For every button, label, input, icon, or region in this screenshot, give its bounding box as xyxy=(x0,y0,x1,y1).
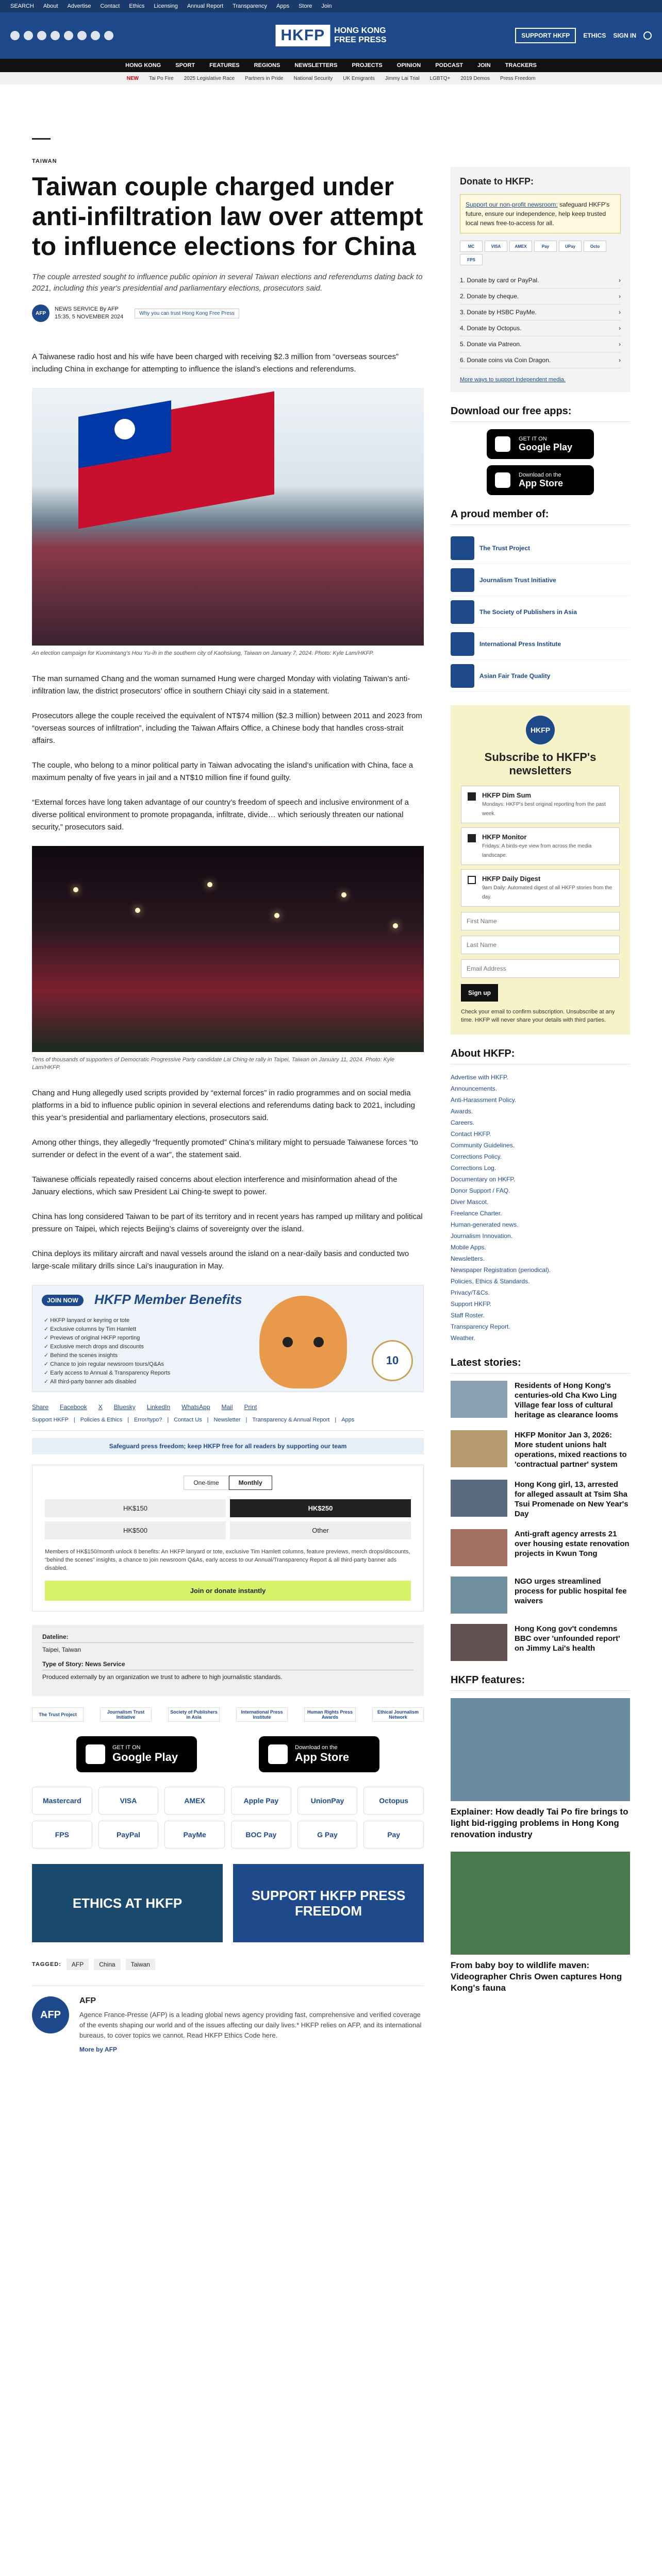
article-paragraph: Prosecutors allege the couple received the equivalent of NT$74 million ($2.3 million) between 2011 and 2023 from “overseas sources of infiltration”, including the Taiwan Affairs Office, a Chinese body that handles cross-strait affairs. xyxy=(32,711,422,745)
headline-rule xyxy=(32,138,51,140)
deer-mascot-icon xyxy=(259,1296,347,1388)
safeguard-strip[interactable]: Safeguard press freedom; keep HKFP free for all readers by supporting our team xyxy=(32,1438,424,1454)
feature-image xyxy=(451,1698,630,1801)
telegram-icon[interactable] xyxy=(104,31,113,40)
link-error[interactable]: Error/typo? xyxy=(134,1417,162,1423)
share-facebook[interactable]: Facebook xyxy=(60,1403,87,1411)
about-link[interactable]: Announcements. xyxy=(451,1085,498,1092)
story-thumbnail xyxy=(451,1480,507,1517)
org-logo-icon xyxy=(451,632,474,656)
story-thumbnail xyxy=(451,1529,507,1566)
sidebar-google-play-button[interactable]: GET IT ON Google Play xyxy=(487,429,594,459)
nav-podcast[interactable]: PODCAST xyxy=(435,62,463,69)
sidebar-about xyxy=(451,1048,630,1344)
chevron-right-icon: › xyxy=(619,293,621,300)
author-box xyxy=(32,1986,424,2053)
partner-logo[interactable]: Ethical Journalism Network xyxy=(372,1707,424,1722)
sidebar xyxy=(451,138,630,2005)
about-link[interactable]: Newsletters. xyxy=(451,1255,485,1262)
about-link[interactable]: Community Guidelines. xyxy=(451,1142,515,1149)
nav-join[interactable]: JOIN xyxy=(477,62,491,69)
author-box-name[interactable]: AFP xyxy=(79,1996,96,2005)
trending-item[interactable]: Jimmy Lai Trial xyxy=(385,75,420,81)
about-link[interactable]: Privacy/T&Cs. xyxy=(451,1289,490,1296)
header-actions xyxy=(515,28,652,43)
google-play-button[interactable]: GET IT ON Google Play xyxy=(76,1736,197,1772)
partner-logo[interactable]: Human Rights Press Awards xyxy=(304,1707,356,1722)
mascot-eye xyxy=(283,1337,293,1347)
app-store-button[interactable]: Download on the App Store xyxy=(259,1736,379,1772)
tags-label: TAGGED: xyxy=(32,1961,61,1968)
link-policies[interactable]: Policies & Ethics xyxy=(80,1417,123,1423)
search-icon[interactable] xyxy=(643,31,652,40)
payment-icon[interactable]: AMEX xyxy=(164,1787,225,1815)
payment-icon[interactable]: UnionPay xyxy=(297,1787,358,1815)
share-bluesky[interactable]: Bluesky xyxy=(113,1403,136,1411)
org-logo-icon xyxy=(451,600,474,624)
payment-icon[interactable]: G Pay xyxy=(297,1821,358,1849)
bluesky-icon[interactable] xyxy=(91,31,100,40)
link-apps[interactable]: Apps xyxy=(341,1417,355,1423)
ten-years-badge: 10 xyxy=(372,1340,413,1381)
photo-caption: Tens of thousands of supporters of Democratic Progressive Party candidate Lai Ching-te rally in Taipei, Taiwan on January 11, 2024. Photo: Kyle Lam/HKFP. xyxy=(32,1057,394,1071)
topbar-link-transparency[interactable]: Transparency xyxy=(233,3,267,9)
topbar-link-apps[interactable]: Apps xyxy=(276,3,290,9)
donate-option[interactable]: 5. Donate via Patreon. › xyxy=(460,336,621,352)
share-whatsapp[interactable]: WhatsApp xyxy=(181,1403,210,1411)
latest-story[interactable]: HKFP Monitor Jan 3, 2026: More student unions halt operations, mixed reactions to 'contractual partner' system xyxy=(451,1430,630,1469)
latest-story[interactable]: Hong Kong girl, 13, arrested for alleged assault at Tsim Sha Tsui Promenade on New Year's Day xyxy=(451,1480,630,1519)
checkbox-checked-icon xyxy=(468,834,476,842)
dateline-value: Taipei, Taiwan xyxy=(42,1646,81,1653)
story-thumbnail xyxy=(451,1577,507,1614)
share-label: Share xyxy=(32,1403,49,1411)
youtube-icon[interactable] xyxy=(51,31,60,40)
sign-in-link[interactable]: SIGN IN xyxy=(613,32,636,39)
nav-projects[interactable]: PROJECTS xyxy=(352,62,383,69)
sidebar-donate xyxy=(451,167,630,392)
tag-item[interactable]: Taiwan xyxy=(126,1959,155,1970)
publish-date: 15:35, 5 NOVEMBER 2024 xyxy=(55,314,124,320)
nav-trackers[interactable]: TRACKERS xyxy=(505,62,537,69)
payment-methods xyxy=(32,1787,424,1849)
trending-item[interactable]: UK Emigrants xyxy=(343,75,375,81)
sidebar-member-of xyxy=(451,509,630,692)
about-link[interactable]: Newspaper Registration (periodical). xyxy=(451,1266,551,1274)
newsletter-signup xyxy=(451,705,630,1035)
about-link[interactable]: Anti-Harassment Policy. xyxy=(451,1096,517,1104)
about-link[interactable]: Contact HKFP. xyxy=(451,1130,491,1138)
about-link[interactable]: Transparency Report. xyxy=(451,1323,510,1330)
latest-story[interactable]: NGO urges streamlined process for public hospital fee waivers xyxy=(451,1577,630,1614)
member-note: Members of HK$150/month unlock 8 benefits: An HKFP lanyard or tote, exclusive Tim Hamlett columns, feature previews, merch drops/discounts, “behind the scenes” insights, a chance to join newsroom Q&As, early access to our Annual/Transparency Report & all third-party banner ads disabled. xyxy=(45,1549,410,1571)
member-org[interactable]: The Society of Publishers in Asia xyxy=(451,596,630,628)
about-link[interactable]: Advertise with HKFP. xyxy=(451,1074,508,1081)
trending-bar xyxy=(0,72,662,84)
donate-option[interactable]: 6. Donate coins via Coin Dragon. › xyxy=(460,352,621,368)
hkfp-badge: HKFP xyxy=(526,716,555,744)
article-paragraph: The man surnamed Chang and the woman surnamed Hung were charged Monday with violating Taiwan’s anti-infiltration law, the district prosecutors’ office in southern Chiayi city said in a statement. xyxy=(32,674,410,696)
article-headline: Taiwan couple charged under anti-infiltration law over attempt to influence elections for China xyxy=(32,172,423,261)
nav-regions[interactable]: REGIONS xyxy=(254,62,280,69)
topbar-link-annual-report[interactable]: Annual Report xyxy=(187,3,224,9)
main-nav xyxy=(0,59,662,72)
feature-image xyxy=(451,1852,630,1955)
stage-lights xyxy=(32,877,424,980)
chevron-right-icon: › xyxy=(619,309,621,316)
about-link[interactable]: Awards. xyxy=(451,1108,473,1115)
trending-item[interactable]: Press Freedom xyxy=(500,75,536,81)
share-x[interactable]: X xyxy=(98,1403,103,1411)
article-kicker[interactable]: TAIWAN xyxy=(32,158,57,164)
topbar-link-join[interactable]: Join xyxy=(321,3,332,9)
about-link[interactable]: Diver Mascot. xyxy=(451,1198,489,1206)
link-transparency[interactable]: Transparency & Annual Report xyxy=(252,1417,330,1423)
threads-icon[interactable] xyxy=(77,31,87,40)
article-paragraph: The couple, who belong to a minor political party in Taiwan advocating the island’s unification with China, face a maximum penalty of five years in jail and a NT$10 million fine if found guilty. xyxy=(32,761,413,782)
mascot-eye xyxy=(313,1337,324,1347)
banner-title: HKFP Member Benefits xyxy=(94,1292,242,1307)
more-by-author-link[interactable]: More by AFP xyxy=(79,2046,117,2053)
utility-bar xyxy=(0,0,662,12)
sidebar-card-icons: MC VISA AMEX Pay UPay Octo FPS xyxy=(460,241,621,265)
chevron-right-icon: › xyxy=(619,341,621,348)
x-icon[interactable] xyxy=(24,31,33,40)
amount-250[interactable]: HK$250 xyxy=(230,1499,411,1517)
nav-features[interactable]: FEATURES xyxy=(209,62,240,69)
apple-icon xyxy=(268,1744,288,1764)
benefits-list: ✓ HKFP lanyard or keyring or tote ✓ Exclusive columns by Tim Hamlett ✓ Previews of original HKFP reporting ✓ Exclusive merch drops and discounts ✓ Behind the scenes insights ✓ Chance to join regular newsroom tours/Q&As ✓ Early access to Annual & Transparency Reports ✓ All third-party banner ads disabled xyxy=(44,1316,170,1386)
google-play-icon xyxy=(86,1744,105,1764)
tag-item[interactable]: AFP xyxy=(67,1959,89,1970)
about-link[interactable]: Support HKFP. xyxy=(451,1300,492,1308)
share-mail[interactable]: Mail xyxy=(221,1403,233,1411)
about-link[interactable]: Corrections Policy. xyxy=(451,1153,502,1160)
topbar-link-ethics[interactable]: Ethics xyxy=(129,3,145,9)
ethics-link[interactable]: ETHICS xyxy=(583,32,606,39)
topbar-link-contact[interactable]: Contact xyxy=(100,3,120,9)
about-link[interactable]: Freelance Charter. xyxy=(451,1210,502,1217)
article-paragraph: Chang and Hung allegedly used scripts provided by “external forces” in radio programmes and on social media platforms in a bid to influence public opinion in several elections and referendums dating back to 2021, including this year’s presidential and parliamentary elections, prosecutors said. xyxy=(32,1089,415,1122)
byline xyxy=(32,304,424,322)
about-link[interactable]: Weather. xyxy=(451,1334,475,1342)
payment-icon[interactable]: BOC Pay xyxy=(231,1821,291,1849)
sidebar-app-store-button[interactable]: Download on the App Store xyxy=(487,465,594,495)
sidebar-apps-title: Download our free apps: xyxy=(451,405,630,422)
story-thumbnail xyxy=(451,1624,507,1661)
sidebar-latest xyxy=(451,1357,630,1661)
flag-sun xyxy=(114,419,135,439)
social-icons xyxy=(10,31,113,40)
chevron-right-icon: › xyxy=(619,325,621,332)
article-photo-campaign xyxy=(32,388,424,646)
org-logo-icon xyxy=(451,536,474,560)
article-paragraph: Taiwanese officials repeatedly raised concerns about election interference and misinformation ahead of the January elections, which saw President Lai Ching-te swept to power. xyxy=(32,1175,398,1196)
last-name-field[interactable] xyxy=(461,936,620,954)
freq-one-time[interactable]: One-time xyxy=(184,1476,228,1490)
about-link[interactable]: Human-generated news. xyxy=(451,1221,519,1228)
sidebar-features-title: HKFP features: xyxy=(451,1674,630,1691)
app-store-badges xyxy=(32,1736,424,1772)
freq-monthly[interactable]: Monthly xyxy=(229,1476,272,1490)
nav-sport[interactable]: SPORT xyxy=(175,62,195,69)
facebook-icon[interactable] xyxy=(10,31,20,40)
newsletter-option[interactable]: HKFP Dim Sum Mondays: HKFP's best original reporting from the past week. xyxy=(461,786,620,823)
about-link[interactable]: Donor Support / FAQ. xyxy=(451,1187,510,1194)
about-link[interactable]: Corrections Log. xyxy=(451,1164,496,1172)
google-play-icon xyxy=(495,436,510,452)
article-paragraph: “External forces have long taken advantage of our country’s freedom of speech and inclusive environment of a diverse political environment to promote propaganda, infiltrate, divide… which seriously threaten our national security,” prosecutors said. xyxy=(32,798,409,832)
feature-story[interactable]: From baby boy to wildlife maven: Videographer Chris Owen captures Hong Kong's fauna xyxy=(451,1852,630,1994)
trending-item[interactable]: 2019 Demos xyxy=(460,75,490,81)
byline-text xyxy=(55,306,123,321)
author-box-bio: Agence France-Presse (AFP) is a leading global news agency providing fast, comprehensive and verified coverage of the events shaping our world and of the issues affecting our daily lives.* HKFP relies on AFP, and its international bureaus, to cover topics we cannot. Read HKFP Ethics Code here. xyxy=(79,2011,422,2039)
payment-icon[interactable]: Pay xyxy=(363,1821,424,1849)
article-column xyxy=(32,138,424,2053)
dateline-box xyxy=(32,1625,424,1696)
donate-widget xyxy=(32,1465,424,1612)
chevron-right-icon: › xyxy=(619,277,621,284)
logo-mark: HKFP xyxy=(275,25,330,46)
link-contact[interactable]: Contact Us xyxy=(174,1417,202,1423)
trending-item[interactable]: Partners in Pride xyxy=(245,75,284,81)
payment-icon[interactable]: PayMe xyxy=(164,1821,225,1849)
partner-logo[interactable]: The Trust Project xyxy=(32,1707,84,1722)
member-org[interactable]: Asian Fair Trade Quality xyxy=(451,660,630,692)
sidebar-proud-title: A proud member of: xyxy=(451,509,630,525)
partner-logo[interactable]: Journalism Trust Initiative xyxy=(100,1707,152,1722)
partner-logo[interactable]: Society of Publishers in Asia xyxy=(168,1707,220,1722)
about-link[interactable]: Staff Roster. xyxy=(451,1312,485,1319)
donate-option[interactable]: 2. Donate by cheque. › xyxy=(460,289,621,304)
newsletter-fineprint: Check your email to confirm subscription. Unsubscribe at any time. HKFP will never share your details with third parties. xyxy=(461,1009,615,1023)
checkbox-checked-icon xyxy=(468,792,476,801)
org-logo-icon xyxy=(451,664,474,688)
tag-item[interactable]: China xyxy=(94,1959,120,1970)
latest-story[interactable]: Hong Kong gov't condemns BBC over 'unfounded report' on Jimmy Lai's health xyxy=(451,1624,630,1661)
about-link[interactable]: Mobile Apps. xyxy=(451,1244,486,1251)
tag-list xyxy=(32,1959,424,1970)
article-paragraph: China has long considered Taiwan to be part of its territory and in recent years has ramped up military and political pressure on Taipei, which rejects Beijing’s claims of sovereignty over the island. xyxy=(32,1212,423,1233)
utility-links: Support HKFP | Policies & Ethics | Error/typo? | Contact Us | Newsletter | Transparency & Annual Report | Apps xyxy=(32,1417,424,1431)
photo-caption: An election campaign for Kuomintang’s Hou Yu-ih in the southern city of Kaohsiung, Taiwan on January 7, 2024. Photo: Kyle Lam/HKFP. xyxy=(32,650,374,656)
partner-logos xyxy=(32,1707,424,1722)
donate-option[interactable]: 3. Donate by HSBC PayMe. › xyxy=(460,304,621,320)
latest-story[interactable]: Anti-graft agency arrests 21 over housing estate renovation projects in Kwun Tong xyxy=(451,1529,630,1566)
member-benefits-banner[interactable] xyxy=(32,1285,424,1392)
sidebar-donate-intro: Support our non-profit newsroom: safeguard HKFP's future, ensure our independence, help keep trusted local news free-to-access for all. xyxy=(460,194,621,233)
sidebar-features xyxy=(451,1674,630,1994)
amount-other[interactable]: Other xyxy=(230,1521,411,1539)
member-org[interactable]: Journalism Trust Initiative xyxy=(451,564,630,596)
latest-story[interactable]: Residents of Hong Kong's centuries-old Cha Kwo Ling Village fear loss of cultural heritage as clearance looms xyxy=(451,1381,630,1420)
story-type-value: Produced externally by an organization we trust to adhere to high journalistic standards. xyxy=(42,1673,283,1681)
trending-item[interactable]: 2025 Legislative Race xyxy=(184,75,235,81)
topbar-link-advertise[interactable]: Advertise xyxy=(67,3,91,9)
payment-icon[interactable]: PayPal xyxy=(98,1821,159,1849)
story-type-label: Type of Story: News Service xyxy=(42,1660,413,1670)
author-box-avatar[interactable]: AFP xyxy=(32,1996,69,2033)
promo-banners xyxy=(32,1864,424,1942)
about-link[interactable]: Policies, Ethics & Standards. xyxy=(451,1278,530,1285)
newsletter-title: Subscribe to HKFP's newsletters xyxy=(484,751,597,777)
sidebar-about-title: About HKFP: xyxy=(451,1048,630,1064)
sidebar-donate-title: Donate to HKFP: xyxy=(460,176,534,187)
newsletter-option[interactable]: HKFP Daily Digest 9am Daily: Automated digest of all HKFP stories from the day. xyxy=(461,869,620,907)
instagram-icon[interactable] xyxy=(37,31,46,40)
logo-words: HONG KONG FREE PRESS xyxy=(334,26,387,44)
article-paragraph: Among other things, they allegedly “frequently promoted” China’s military might to persuade Taiwanese forces “to surrender or defect in the event of a war”, the statement said. xyxy=(32,1138,418,1159)
chevron-right-icon: › xyxy=(619,357,621,364)
trust-link[interactable]: Why you can trust Hong Kong Free Press xyxy=(135,309,239,318)
story-thumbnail xyxy=(451,1430,507,1467)
support-promo[interactable]: SUPPORT HKFP PRESS FREEDOM xyxy=(233,1864,424,1942)
payment-icon[interactable]: Mastercard xyxy=(32,1787,92,1815)
payment-icon[interactable]: Octopus xyxy=(363,1787,424,1815)
partner-logo[interactable]: International Press Institute xyxy=(236,1707,288,1722)
join-donate-button[interactable]: Join or donate instantly xyxy=(45,1581,411,1601)
search-link[interactable]: SEARCH xyxy=(10,3,34,9)
topbar-link-store[interactable]: Store xyxy=(299,3,312,9)
article-photo-rally xyxy=(32,846,424,1052)
member-org[interactable]: International Press Institute xyxy=(451,628,630,660)
email-field[interactable] xyxy=(461,959,620,978)
share-linkedin[interactable]: LinkedIn xyxy=(146,1403,171,1411)
nav-newsletters[interactable]: NEWSLETTERS xyxy=(294,62,338,69)
apple-icon xyxy=(495,472,510,488)
topbar-link-about[interactable]: About xyxy=(43,3,58,9)
amount-500[interactable]: HK$500 xyxy=(45,1521,226,1539)
sidebar-latest-title: Latest stories: xyxy=(451,1357,630,1374)
trending-item[interactable]: LGBTQ+ xyxy=(429,75,451,81)
about-link[interactable]: Documentary on HKFP. xyxy=(451,1176,516,1183)
amount-150[interactable]: HK$150 xyxy=(45,1499,226,1517)
article-standfirst: The couple arrested sought to influence public opinion in several Taiwan elections and referendums dating back to 2021, including this year's presidential and parliamentary elections, prosecutors said. xyxy=(32,273,423,293)
author-avatar[interactable]: AFP xyxy=(32,304,49,322)
link-support[interactable]: Support HKFP xyxy=(32,1417,69,1423)
more-ways-link[interactable]: More ways to support independent media. xyxy=(460,377,566,383)
story-thumbnail xyxy=(451,1381,507,1418)
dateline-label: Dateline: xyxy=(42,1633,413,1643)
author-name[interactable]: NEWS SERVICE By AFP xyxy=(55,306,119,312)
site-header xyxy=(0,12,662,59)
newsletter-option[interactable]: HKFP Monitor Fridays: A birds-eye view from across the media landscape. xyxy=(461,827,620,865)
member-org[interactable]: The Trust Project xyxy=(451,532,630,564)
topbar-link-licensing[interactable]: Licensing xyxy=(154,3,178,9)
trending-item[interactable]: National Security xyxy=(293,75,333,81)
share-row xyxy=(32,1403,424,1411)
feature-story[interactable]: Explainer: How deadly Tai Po fire brings to light bid-rigging problems in Hong Kong renovation industry xyxy=(451,1698,630,1840)
link-newsletter[interactable]: Newsletter xyxy=(213,1417,241,1423)
linkedin-icon[interactable] xyxy=(64,31,73,40)
sign-up-button[interactable]: Sign up xyxy=(461,984,498,1002)
about-list xyxy=(451,1072,630,1344)
donate-option[interactable]: 1. Donate by card or PayPal. › xyxy=(460,273,621,289)
site-logo[interactable] xyxy=(275,25,386,46)
sidebar-apps xyxy=(451,405,630,495)
share-print[interactable]: Print xyxy=(244,1403,257,1411)
amount-options xyxy=(45,1499,411,1539)
nav-opinion[interactable]: OPINION xyxy=(396,62,421,69)
first-name-field[interactable] xyxy=(461,912,620,930)
checkbox-empty-icon xyxy=(468,876,476,884)
payment-icon[interactable]: VISA xyxy=(98,1787,159,1815)
nav-hong-kong[interactable]: HONG KONG xyxy=(125,62,161,69)
article-paragraph: China deploys its military aircraft and naval vessels around the island on a near-daily basis and conducted two large-scale military drills since Lai’s inauguration in May. xyxy=(32,1249,409,1270)
payment-icon[interactable]: Apple Pay xyxy=(231,1787,291,1815)
support-hkfp-button[interactable]: SUPPORT HKFP xyxy=(515,28,576,43)
payment-icon[interactable]: FPS xyxy=(32,1821,92,1849)
donate-option[interactable]: 4. Donate by Octopus. › xyxy=(460,320,621,336)
ethics-promo[interactable]: ETHICS AT HKFP xyxy=(32,1864,223,1942)
join-now-badge[interactable]: JOIN NOW xyxy=(42,1295,84,1306)
org-logo-icon xyxy=(451,568,474,592)
about-link[interactable]: Journalism Innovation. xyxy=(451,1232,513,1240)
trending-item[interactable]: Tai Po Fire xyxy=(148,75,174,81)
about-link[interactable]: Careers. xyxy=(451,1119,475,1126)
frequency-toggle xyxy=(45,1476,411,1490)
article-paragraph: A Taiwanese radio host and his wife have been charged with receiving $2.3 million from “overseas sources” including China in exchange for attempting to influence the island’s elections and referendums. xyxy=(32,352,399,374)
trending-new-label: NEW xyxy=(126,75,139,81)
